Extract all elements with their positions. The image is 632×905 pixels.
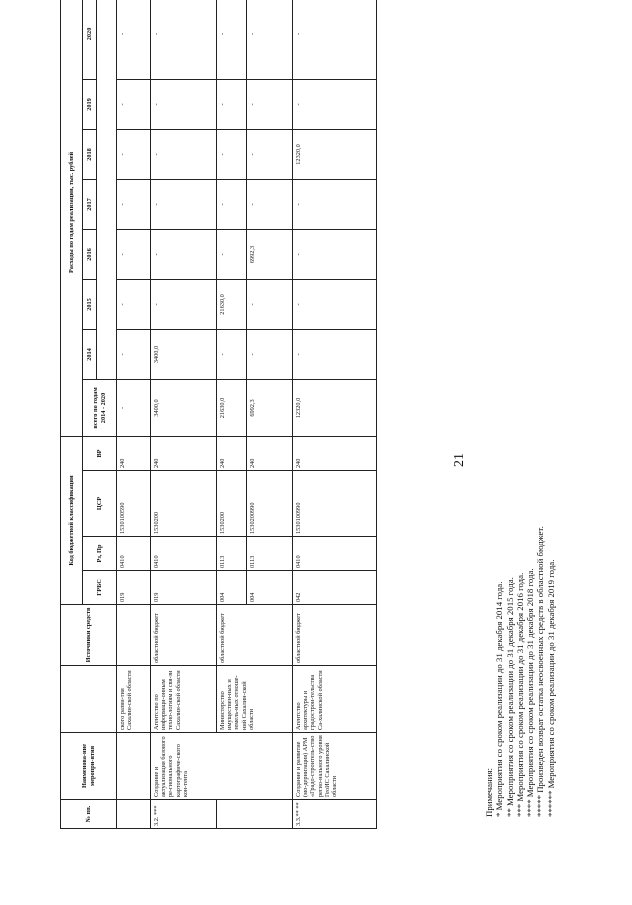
cell-vr: 240 xyxy=(117,436,151,470)
cell-total: 3400,0 xyxy=(151,379,217,436)
table-row xyxy=(117,0,151,829)
cell-2017: - xyxy=(247,179,293,229)
cell-grbs: 042 xyxy=(293,571,377,605)
header-2018: 2018 xyxy=(83,129,97,179)
cell-vr: 240 xyxy=(247,436,293,470)
cell-2015: - xyxy=(247,279,293,329)
cell-csr: 1530200 xyxy=(217,471,247,537)
cell-name xyxy=(117,733,151,800)
cell-2018: - xyxy=(151,129,217,179)
note-line: ***** Произведен возврат остатка неосвоенных средств в областной бюджет. xyxy=(535,526,546,817)
cell-vr: 240 xyxy=(293,436,377,470)
notes-block xyxy=(484,526,556,817)
cell-2014: - xyxy=(117,329,151,379)
table-row xyxy=(217,0,247,829)
cell-2020: - xyxy=(151,0,217,79)
cell-2019: - xyxy=(117,79,151,129)
cell-total: 6992,3 xyxy=(247,379,293,436)
header-num: № пп. xyxy=(61,800,117,829)
cell-2015: 21630,0 xyxy=(217,279,247,329)
cell-2019: - xyxy=(293,79,377,129)
cell-name: Создание и актуализация базового ре-гионального картографиче-ского кон-тента xyxy=(151,733,293,800)
cell-csr: 1530200990 xyxy=(247,471,293,537)
header-total: всего по годам 2014 - 2020 xyxy=(83,379,117,436)
cell-rzpr: 0113 xyxy=(247,537,293,571)
cell-2020: - xyxy=(247,0,293,79)
cell-2014: 3400,0 xyxy=(151,329,217,379)
header-grbs: ГРБС xyxy=(83,571,117,605)
cell-source: областной бюджет xyxy=(217,605,293,666)
cell-2015: - xyxy=(117,279,151,329)
cell-2014: - xyxy=(217,329,247,379)
cell-num xyxy=(217,800,293,829)
cell-2018: - xyxy=(117,129,151,179)
cell-2020: - xyxy=(217,0,247,79)
cell-2017: - xyxy=(293,179,377,229)
cell-2019: - xyxy=(217,79,247,129)
cell-source xyxy=(117,605,151,666)
cell-source: областной бюджет xyxy=(293,605,377,666)
cell-2016: - xyxy=(293,229,377,279)
header-2017: 2017 xyxy=(83,179,97,229)
budget-table xyxy=(60,0,377,829)
cell-2014: - xyxy=(247,329,293,379)
header-vr: ВР xyxy=(83,436,117,470)
cell-executor: ского разви-тия Сахалин-ской области xyxy=(117,666,151,733)
header-executor xyxy=(61,666,117,733)
cell-2020: - xyxy=(117,0,151,79)
cell-num xyxy=(117,800,151,829)
note-line: * Мероприятия со сроком реализации до 31 декабря 2014 года. xyxy=(494,581,505,817)
cell-csr: 1530100990 xyxy=(293,471,377,537)
cell-2019: - xyxy=(247,79,293,129)
cell-total: 21630,0 xyxy=(217,379,247,436)
cell-2018: - xyxy=(217,129,247,179)
cell-grbs: 004 xyxy=(247,571,293,605)
note-line: **** Мероприятия со сроком реализации до 31 декабря 2018 года. xyxy=(525,568,536,817)
cell-2014: - xyxy=(293,329,377,379)
cell-num: 3.3.** ** xyxy=(293,800,377,829)
cell-2015: - xyxy=(293,279,377,329)
header-rzpr: Рз, Пр xyxy=(83,537,117,571)
cell-2017: - xyxy=(151,179,217,229)
cell-2016: - xyxy=(151,229,217,279)
page-number: 21 xyxy=(452,453,467,467)
cell-2018: 12320,0 xyxy=(293,129,377,179)
cell-total: - xyxy=(117,379,151,436)
cell-num: 3.2. *** xyxy=(151,800,217,829)
cell-vr: 240 xyxy=(151,436,217,470)
cell-csr: 1530100590 xyxy=(117,471,151,537)
cell-rzpr: 0410 xyxy=(117,537,151,571)
note-line: ** Мероприятия со сроком реализации до 31 декабря 2015 года. xyxy=(504,577,515,817)
cell-rzpr: 0410 xyxy=(151,537,217,571)
cell-executor: Агентство по информаци-онным техно-логиям и свя-зи Сахалин-ской области xyxy=(151,666,217,733)
header-csr: ЦСР xyxy=(83,471,117,537)
table-header xyxy=(61,0,117,829)
cell-executor: Агентство архитектуры и градострои-тельства Са-халинской области xyxy=(293,666,377,733)
header-budget-code: Код бюджетной классификации xyxy=(61,436,83,604)
cell-csr: 1530200 xyxy=(151,471,217,537)
cell-2018: - xyxy=(247,129,293,179)
cell-2016: - xyxy=(117,229,151,279)
table-row xyxy=(151,0,217,829)
header-name: Наименова-ние меропри-ятия xyxy=(61,733,117,800)
note-line: ****** Мероприятия со сроком реализации до 31 декабря 2019 года. xyxy=(545,559,556,817)
header-2019: 2019 xyxy=(83,79,97,129)
cell-grbs: 019 xyxy=(151,571,217,605)
table-row xyxy=(293,0,377,829)
cell-source: областной бюджет xyxy=(151,605,217,666)
cell-grbs: 019 xyxy=(117,571,151,605)
cell-name: Создание и развитие (мо-дернизация) АРМ «Градо-строитель-ство регио-нального уровня ГеоИС Сахалинской области xyxy=(293,733,377,800)
cell-total: 12320,0 xyxy=(293,379,377,436)
cell-2020: - xyxy=(293,0,377,79)
notes-title: Примечания: xyxy=(484,768,494,817)
cell-rzpr: 0113 xyxy=(217,537,247,571)
header-expenses: Расходы по годам реализации, тыс. рублей xyxy=(61,0,83,436)
cell-2016: - xyxy=(217,229,247,279)
cell-executor: Министерство имуществен-ных и земель-ных отноше-ний Сахалин-ской области xyxy=(217,666,293,733)
cell-2017: - xyxy=(117,179,151,229)
header-2016: 2016 xyxy=(83,229,97,279)
header-2014: 2014 xyxy=(83,329,97,379)
cell-vr: 240 xyxy=(217,436,247,470)
header-sources: Источники средств xyxy=(61,605,117,666)
cell-2019: - xyxy=(151,79,217,129)
cell-2015: - xyxy=(151,279,217,329)
cell-2017: - xyxy=(217,179,247,229)
note-line: *** Мероприятия со сроком реализации до 31 декабря 2016 года. xyxy=(514,572,525,817)
header-2020: 2020 xyxy=(83,0,97,79)
cell-rzpr: 0410 xyxy=(293,537,377,571)
header-2015: 2015 xyxy=(83,279,97,329)
cell-2016: 6992,3 xyxy=(247,229,293,279)
cell-grbs: 004 xyxy=(217,571,247,605)
